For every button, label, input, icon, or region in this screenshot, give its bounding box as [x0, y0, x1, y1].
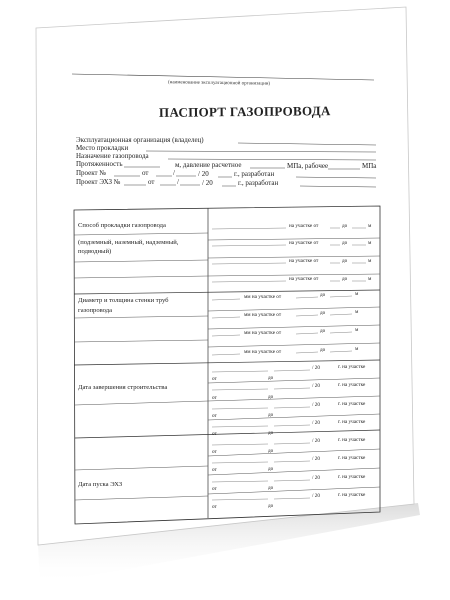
laying-row-3-to: до [342, 258, 348, 264]
date-row-8-year: / 20 [312, 493, 320, 499]
ehz-year-label: / 20 [202, 179, 213, 187]
ehz-developed-label: г., разработан [238, 179, 279, 187]
length-label: Протяженность [76, 160, 123, 168]
diameter-row-4-to: до [320, 347, 326, 353]
diameter-row-3-m: м [355, 327, 359, 333]
laying-row-2-m: м [368, 240, 372, 246]
date-row-3-do: до [268, 394, 274, 400]
diameter-row-1-from: мм на участке от [244, 294, 282, 300]
project-year-label: / 20 [198, 170, 209, 178]
org-name-caption: (наименование эксплуатационной организации) [167, 80, 271, 87]
date-row-3-ot: от [212, 395, 217, 401]
laying-row-1-from: на участке от [289, 223, 319, 229]
pipe-diameter-line-1: Диаметр и толщина стенки труб [78, 297, 169, 304]
project-slash: / [173, 169, 175, 177]
date-row-2-ot: от [212, 376, 217, 382]
date-row-5-do: до [268, 430, 274, 436]
date-row-2-year: / 20 [312, 383, 320, 389]
purpose-label: Назначение газопровода [76, 152, 149, 160]
date-row-4-section: г. на участке [338, 419, 366, 425]
date-row-8-do: до [268, 485, 274, 491]
project-number-label: Проект № [76, 169, 107, 177]
date-row-4-year: / 20 [312, 420, 320, 426]
date-row-7-ot: от [212, 467, 217, 473]
laying-row-1-m: м [368, 223, 372, 229]
ehz-ot-label: от [148, 178, 155, 186]
date-row-3-year: / 20 [312, 402, 320, 408]
laying-row-4-m: м [368, 276, 372, 282]
date-row-4-do: до [268, 412, 274, 418]
mpa-working-label: МПа, рабочее [287, 162, 329, 170]
date-row-3-section: г. на участке [338, 401, 366, 407]
laying-row-4-to: до [342, 276, 348, 282]
laying-row-2-to: до [342, 240, 348, 246]
laying-row-3-from: на участке от [289, 258, 319, 264]
laying-method-label: Способ прокладки газопровода [78, 222, 166, 229]
diameter-row-3-from: мм на участке от [244, 330, 282, 336]
date-row-8-ot: от [212, 486, 217, 492]
project-developed-label: г., разработан [234, 170, 275, 178]
date-row-6-section: г. на участке [338, 455, 366, 461]
diameter-row-2-m: м [355, 309, 359, 315]
laying-row-3-m: м [368, 258, 372, 264]
date-row-6-do: до [268, 448, 274, 454]
diameter-row-4-from: мм на участке от [244, 349, 282, 355]
ehz-start-date-label: Дата пуска ЭХЗ [78, 481, 123, 488]
mpa-unit-label: МПа [362, 162, 377, 170]
laying-row-2-from: на участке от [289, 240, 319, 246]
date-row-7-year: / 20 [312, 475, 320, 481]
laying-row-1-to: до [342, 223, 348, 229]
date-row-5-year: / 20 [312, 438, 320, 444]
date-row-2-do: до [268, 375, 274, 381]
project-ot-label: от [142, 169, 149, 177]
completion-date-label: Дата завершения строительства [78, 384, 168, 391]
ehz-project-label: Проект ЭХЗ № [76, 178, 121, 186]
date-row-5-ot: от [212, 431, 217, 437]
operator-label: Эксплуатационная организация (владелец) [76, 136, 204, 144]
date-row-7-do: до [268, 466, 274, 472]
date-row-6-year: / 20 [312, 456, 320, 462]
ehz-slash: / [177, 178, 179, 186]
date-row-1-year: / 20 [312, 365, 320, 371]
date-row-5-section: г. на участке [338, 437, 366, 443]
diameter-row-4-m: м [355, 346, 359, 352]
date-row-8-section: г. на участке [338, 492, 366, 498]
laying-row-4-from: на участке от [289, 276, 319, 282]
laying-types-line-1: (подземный, наземный, надземный, [78, 239, 179, 246]
date-row-4-ot: от [212, 413, 217, 419]
diameter-row-2-from: мм на участке от [244, 312, 282, 318]
pipe-diameter-line-2: газопровода [78, 307, 113, 314]
date-row-9-do: до [268, 503, 274, 509]
diameter-row-3-to: до [320, 328, 326, 334]
date-row-9-ot: от [212, 504, 217, 510]
diameter-row-1-to: до [320, 292, 326, 298]
date-row-1-section: г. на участке [338, 364, 366, 370]
diameter-row-1-m: м [355, 291, 359, 297]
date-row-7-section: г. на участке [338, 474, 366, 480]
document-title: ПАСПОРТ ГАЗОПРОВОДА [158, 103, 331, 120]
location-label: Место прокладки [76, 144, 129, 152]
date-row-2-section: г. на участке [338, 382, 366, 388]
laying-types-line-2: подводный) [78, 248, 112, 255]
diameter-row-2-to: до [320, 310, 326, 316]
length-unit-label: м, давление расчетное [175, 161, 242, 169]
date-row-6-ot: от [212, 449, 217, 455]
